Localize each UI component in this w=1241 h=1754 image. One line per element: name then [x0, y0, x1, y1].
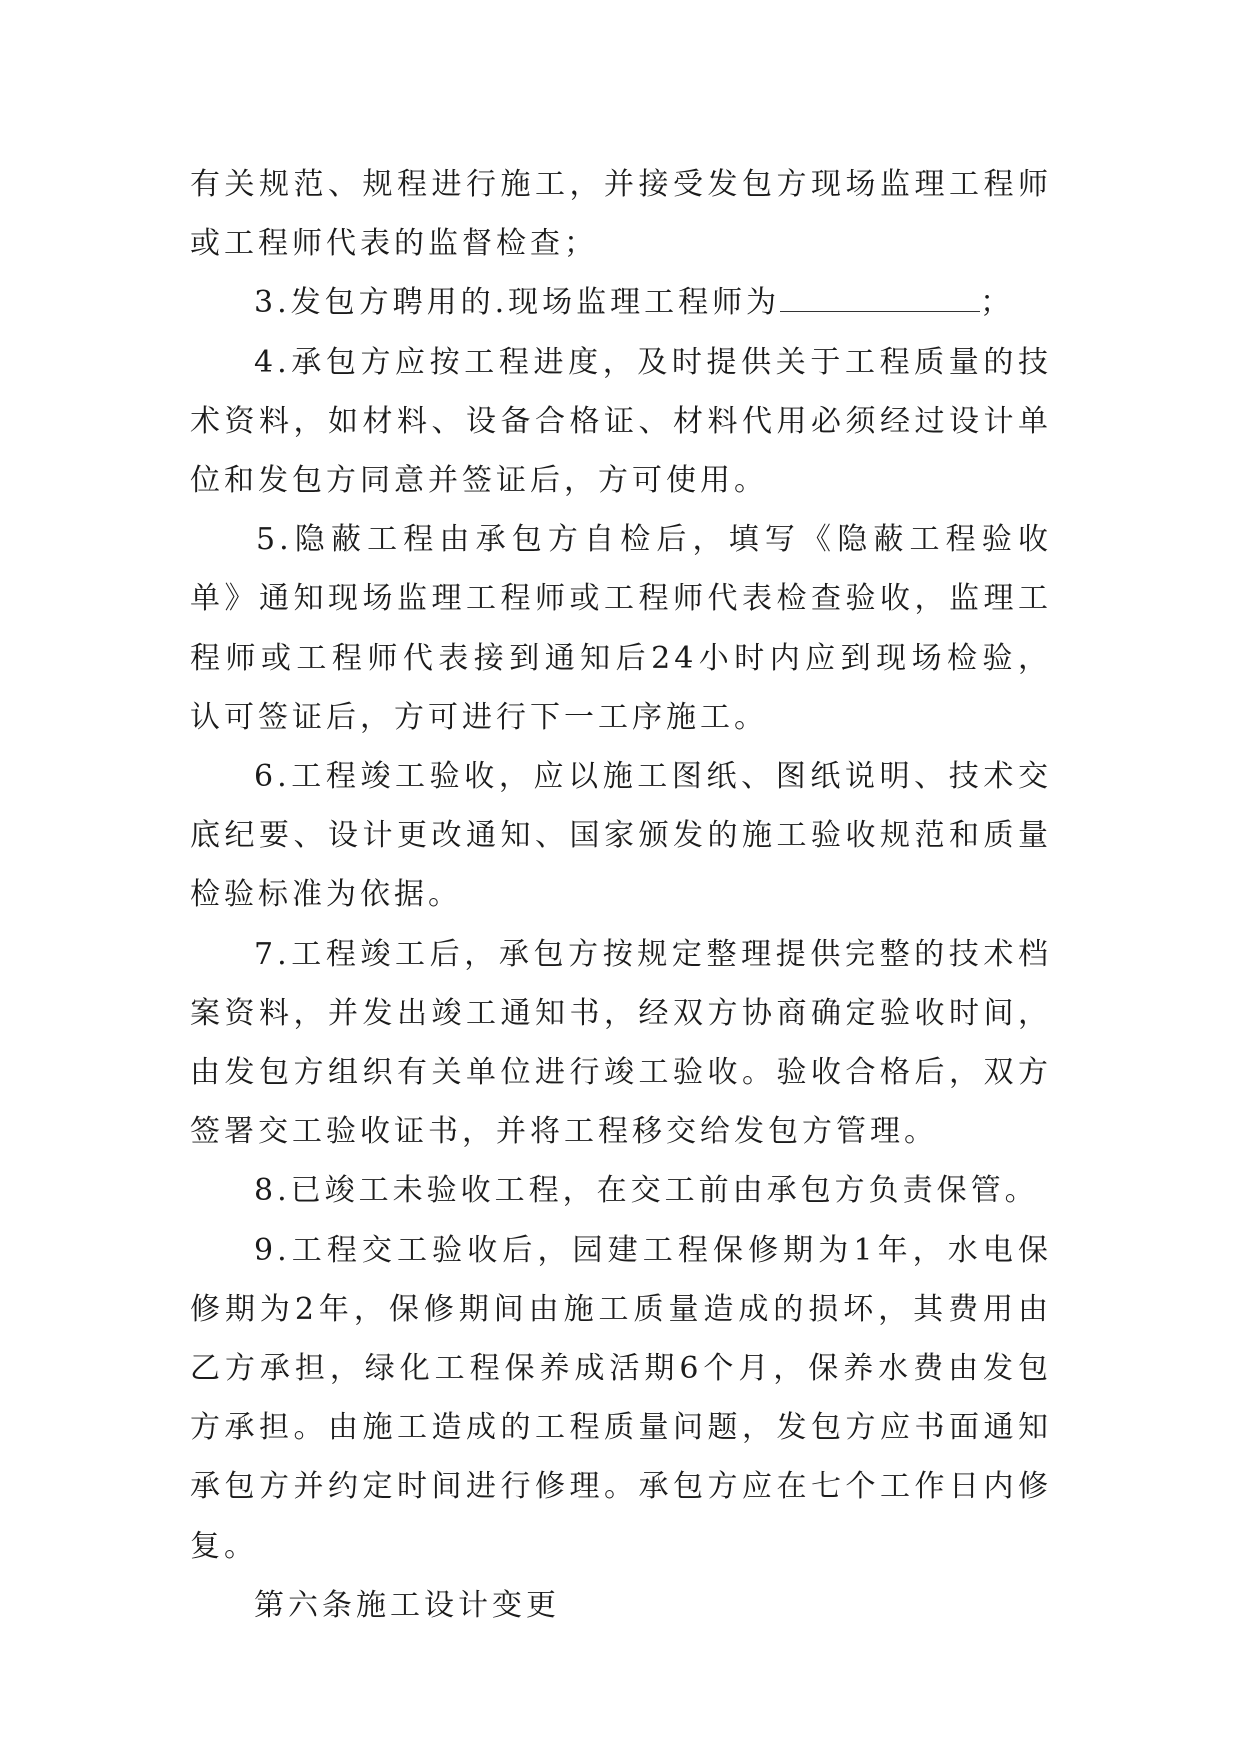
- paragraph-3-text: 3.发包方聘用的.现场监理工程师为: [254, 285, 781, 321]
- fill-in-blank: [780, 285, 980, 312]
- paragraph-continuation: 有关规范、规程进行施工，并接受发包方现场监理工程师或工程师代表的监督检查；: [190, 167, 1052, 262]
- paragraph-3-end: ；: [980, 285, 1015, 321]
- paragraph-8: 8.已竣工未验收工程，在交工前由承包方负责保管。: [254, 1173, 1039, 1209]
- paragraph-7: 7.工程竣工后，承包方按规定整理提供完整的技术档案资料，并发出竣工通知书，经双方协商确定验收时间，由发包方组织有关单位进行竣工验收。验收合格后，双方签署交工验收证书，并将工程移交给发包方管理。: [190, 936, 1052, 1150]
- paragraph-5: 5.隐蔽工程由承包方自检后，填写《隐蔽工程验收单》通知现场监理工程师或工程师代表检查验收，监理工程师或工程师代表接到通知后24小时内应到现场检验，认可签证后，方可进行下一工序施工。: [190, 522, 1052, 735]
- paragraph-4: 4.承包方应按工程进度，及时提供关于工程质量的技术资料，如材料、设备合格证、材料代用必须经过设计单位和发包方同意并签证后，方可使用。: [190, 344, 1052, 499]
- paragraph-3: [190, 273, 1052, 332]
- body-text: [190, 155, 1052, 1635]
- paragraph-9: 9.工程交工验收后，园建工程保修期为1年，水电保修期为2年，保修期间由施工质量造成的损坏，其费用由乙方承担，绿化工程保养成活期6个月，保养水费由发包方承担。由施工造成的工程质量问题，发包方应书面通知承包方并约定时间进行修理。承包方应在七个工作日内修复。: [190, 1232, 1052, 1564]
- section-heading: 第六条施工设计变更: [254, 1587, 560, 1623]
- paragraph-6: 6.工程竣工验收，应以施工图纸、图纸说明、技术交底纪要、设计更改通知、国家颁发的施工验收规范和质量检验标准为依据。: [190, 759, 1052, 913]
